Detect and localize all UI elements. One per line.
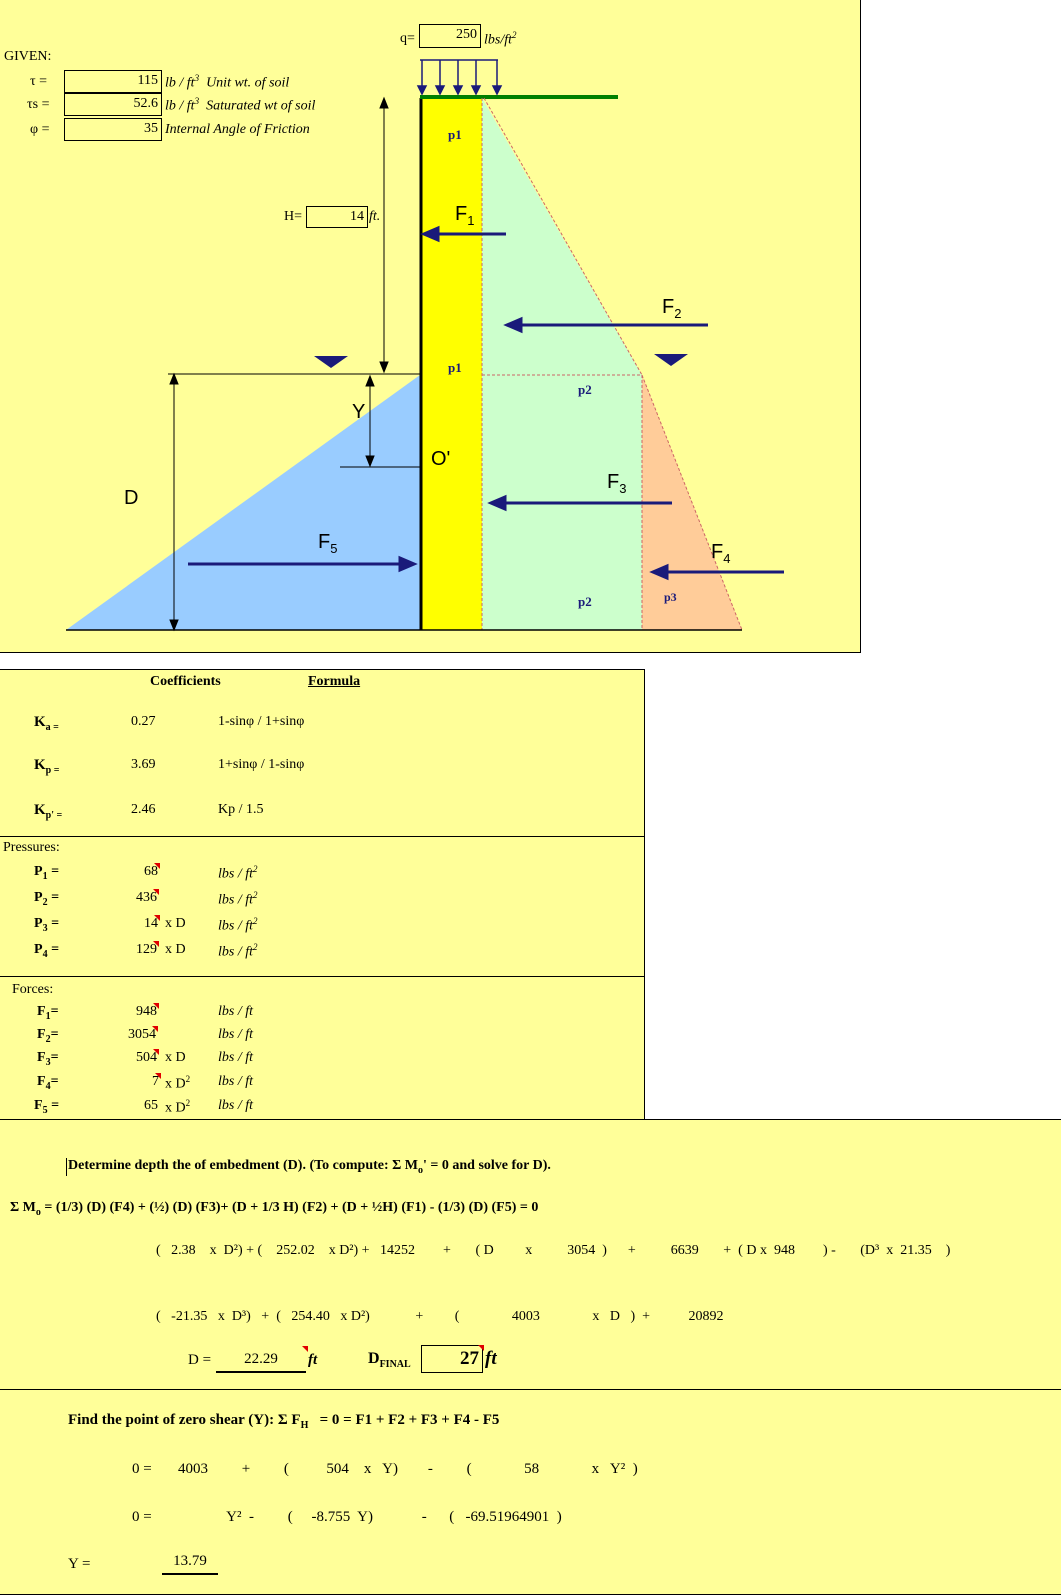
kp-prime-label: $K_{p' =}$ — [34, 802, 63, 821]
p2-unit: lbs / $ft^2$ — [218, 890, 258, 908]
friction-angle-field[interactable]: 35 — [64, 118, 162, 141]
height-unit: ft. — [369, 209, 381, 224]
given-sym-unit-weight: τ = — [30, 74, 48, 89]
f2-label: $F_2$ — [662, 296, 682, 321]
p1-mid-label: p1 — [448, 360, 462, 375]
friction-angle-desc: Internal Angle of Friction — [165, 122, 310, 137]
p1-value: 68 — [144, 864, 158, 879]
formula-header: Formula — [308, 674, 361, 689]
moment-expanded-line: ( 2.38 x D²) + ( 252.02 x D²) + 14252 + ( D x 3054 ) + 6639 + ( D x 948 ) - (D³ x 21.35 ) — [156, 1243, 951, 1258]
kp-formula: 1+sinφ / 1-sinφ — [218, 757, 305, 772]
f3-xd: x D — [165, 1050, 186, 1065]
f3-sym: $F_3=$ — [37, 1050, 59, 1068]
kp-prime-formula: Kp / 1.5 — [218, 802, 264, 817]
given-sym-friction-angle: φ = — [30, 122, 50, 137]
f1-unit: lbs / ft — [218, 1004, 254, 1019]
kp-value: 3.69 — [131, 757, 156, 772]
d-result-unit: ft — [308, 1352, 318, 1368]
surcharge-label: q= — [400, 31, 415, 46]
p3-unit: lbs / $ft^2$ — [218, 916, 258, 934]
d-final-unit: ft — [485, 1348, 497, 1369]
f3-label: $F_3$ — [607, 471, 627, 496]
active-pressure-region — [482, 98, 642, 630]
moment-polynomial-line: ( -21.35 x D³) + ( 254.40 x D²) + ( 4003 x D ) + 20892 — [156, 1309, 724, 1324]
o-prime-label: O' — [431, 448, 451, 470]
moment-equation: Σ $M_o = (1/3)$ (D) (F4) + (½) (D) (F3)+ (D + 1/3 H) (F2) + (D + ½H) (F1) - (1/3) (D) (F5) = 0 — [10, 1200, 539, 1218]
f5-sym: $F_5$ = — [34, 1098, 60, 1116]
surcharge-unit: lbs/$ft^2$ — [484, 30, 517, 48]
f2-unit: lbs / ft — [218, 1027, 254, 1042]
kp-prime-value: 2.46 — [131, 802, 156, 817]
p1-unit: lbs / $ft^2$ — [218, 864, 258, 882]
f3-unit: lbs / ft — [218, 1050, 254, 1065]
p3-sym: $P_3$ = — [34, 916, 60, 934]
passive-pressure-region — [66, 375, 420, 630]
f5-unit: lbs / ft — [218, 1098, 254, 1113]
saturated-weight-unit: lb / $ft^3$ Saturated wt of soil — [165, 96, 316, 114]
d-label: D — [124, 487, 139, 509]
f5-xd: x $D^2$ — [165, 1098, 191, 1116]
p2-value: 436 — [136, 890, 157, 905]
shear-equation-1: 0 = 4003 + ( 504 x Y) - ( 58 x Y² ) — [132, 1461, 638, 1477]
p4-value: 129 — [136, 942, 157, 957]
p2-sym: $P_2$ = — [34, 890, 60, 908]
water-table-marker-right — [654, 354, 688, 366]
p3-xd: x D — [165, 916, 186, 931]
height-field[interactable]: 14 — [306, 206, 368, 228]
p1-top-label: p1 — [448, 127, 462, 142]
ka-label: $K_{a =}$ — [34, 714, 59, 733]
unit-weight-unit: lb / $ft^3$ Unit wt. of soil — [165, 73, 290, 91]
saturated-weight-field[interactable]: 52.6 — [64, 93, 162, 116]
f5-value: 65 — [144, 1098, 158, 1113]
f4-sym: $F_4=$ — [37, 1074, 59, 1092]
d-result-value: 22.29 — [216, 1347, 306, 1373]
f3-value: 504 — [136, 1050, 157, 1065]
d-final-label: $D_{FINAL}$ — [368, 1350, 411, 1371]
p2-bottom-label: p2 — [578, 594, 592, 609]
forces-title: Forces: — [12, 982, 54, 997]
height-label: H= — [284, 209, 303, 224]
kp-label: $K_{p =}$ — [34, 757, 60, 776]
f5-label: $F_5$ — [318, 531, 338, 556]
y-result-label: Y = — [68, 1556, 91, 1572]
p4-sym: $P_4$ = — [34, 942, 60, 960]
f2-sym: $F_2=$ — [37, 1027, 59, 1045]
f2-value: 3054 — [128, 1027, 156, 1042]
f1-label: $F_1$ — [455, 203, 475, 228]
given-sym-saturated-weight: τs = — [27, 97, 50, 112]
shear-intro: Find the point of zero shear (Y): Σ $F_H$ = 0 = F1 + F2 + F3 + F4 - F5 — [68, 1412, 500, 1431]
d-final-field[interactable]: 27 — [421, 1345, 483, 1373]
p4-xd: x D — [165, 942, 186, 957]
p3-value: 14 — [144, 916, 158, 931]
surcharge-arrows — [418, 60, 501, 94]
f4-xd: x $D^2$ — [165, 1074, 191, 1092]
ka-formula: 1-sinφ / 1+sinφ — [218, 714, 305, 729]
f4-label: $F_4$ — [711, 541, 731, 566]
embedment-intro: Determine depth the of embedment (D). (To compute: Σ $M_o' = 0$ and solve for D). — [68, 1158, 551, 1176]
f4-value: 7 — [152, 1074, 159, 1089]
surcharge-field[interactable]: 250 — [419, 24, 481, 48]
p1-sym: $P_1$ = — [34, 864, 60, 882]
d-result-label: D = — [188, 1352, 212, 1368]
unit-weight-field[interactable]: 115 — [64, 70, 162, 93]
forces-panel — [0, 976, 645, 1120]
shear-equation-2: 0 = Y² - ( -8.755 Y) - ( -69.51964901 ) — [132, 1509, 562, 1525]
y-label: Y — [352, 401, 366, 423]
f1-value: 948 — [136, 1004, 157, 1019]
p2-top-label: p2 — [578, 382, 592, 397]
p4-unit: lbs / $ft^2$ — [218, 942, 258, 960]
f4-unit: lbs / ft — [218, 1074, 254, 1089]
y-result-value: 13.79 — [162, 1549, 218, 1575]
water-table-marker-left — [314, 356, 348, 368]
given-title: GIVEN: — [4, 49, 52, 64]
ka-value: 0.27 — [131, 714, 156, 729]
pressures-title: Pressures: — [3, 840, 60, 855]
p3-label: p3 — [664, 590, 677, 604]
coefficients-header: Coefficients — [150, 674, 221, 689]
coefficients-panel — [0, 669, 645, 837]
f1-sym: $F_1=$ — [37, 1004, 59, 1022]
pressures-panel — [0, 836, 645, 977]
